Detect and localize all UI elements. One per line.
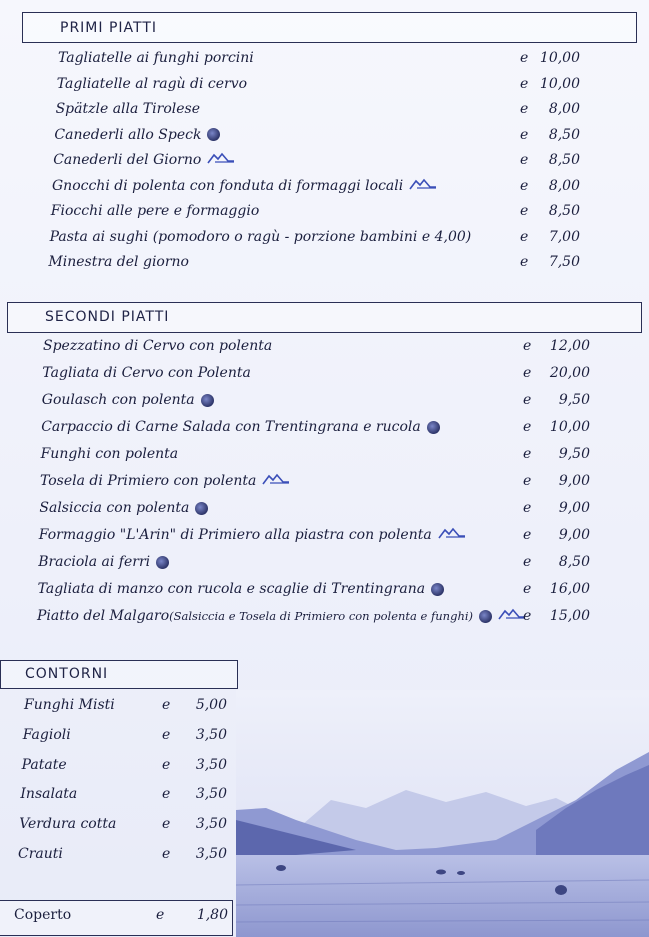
secondi-item-sublabel: (Salsiccia e Tosela di Primiero con polenta e funghi) xyxy=(169,609,474,623)
primi-item-label: Canederli allo Speck xyxy=(54,127,220,143)
primi-item-label: Gnocchi di polenta con fonduta di formaggi locali xyxy=(52,178,437,194)
mountain-icon xyxy=(262,473,290,489)
primi-item-currency: e xyxy=(520,203,529,219)
primi-item-currency: e xyxy=(520,101,529,117)
contorni-item-price: 3,50 xyxy=(195,846,227,862)
primi-item-currency: e xyxy=(520,50,529,66)
contorni-item-price: 3,50 xyxy=(195,726,227,743)
contorni-item-price: 3,50 xyxy=(195,816,227,833)
regional-product-icon xyxy=(195,502,208,515)
primi-item-label: Canederli del Giorno xyxy=(53,152,235,168)
regional-product-icon xyxy=(479,610,492,623)
primi-item-label: Fiocchi alle pere e formaggio xyxy=(50,203,260,219)
secondi-item-label: Tagliata di manzo con rucola e scaglie di Trentingrana xyxy=(38,581,445,597)
secondi-item-currency: e xyxy=(523,527,532,543)
mountain-icon xyxy=(438,527,466,543)
regional-product-icon xyxy=(207,128,220,141)
primi-item-price: 8,00 xyxy=(548,101,580,117)
contorni-item-currency: e xyxy=(162,726,171,743)
contorni-item-label: Funghi Misti xyxy=(24,697,115,713)
secondi-item-label: Spezzatino di Cervo con polenta xyxy=(43,338,273,354)
mountain-icon xyxy=(409,178,437,194)
secondi-item-currency: e xyxy=(523,554,532,570)
contorni-item-label: Crauti xyxy=(18,846,63,862)
mountain-icon xyxy=(207,152,235,168)
secondi-item-currency: e xyxy=(523,608,532,624)
primi-item-price: 8,50 xyxy=(548,203,580,219)
primi-item-label: Minestra del giorno xyxy=(48,254,189,270)
primi-item-price: 10,00 xyxy=(539,75,580,92)
secondi-item-currency: e xyxy=(523,500,532,516)
contorni-item-currency: e xyxy=(162,846,171,862)
secondi-item-price: 9,50 xyxy=(558,446,590,462)
contorni-item-currency: e xyxy=(162,756,171,773)
primi-item-label: Spätzle alla Tirolese xyxy=(55,101,200,117)
primi-item-label: Tagliatelle al ragù di cervo xyxy=(56,75,248,92)
secondi-title: SECONDI PIATTI xyxy=(45,309,170,325)
mountain-icon xyxy=(498,608,526,624)
secondi-item-price: 9,00 xyxy=(558,500,590,516)
primi-item-price: 8,50 xyxy=(548,152,580,168)
secondi-item-currency: e xyxy=(523,392,532,408)
secondi-item-currency: e xyxy=(523,446,532,462)
contorni-title: CONTORNI xyxy=(25,666,109,682)
secondi-item-price: 15,00 xyxy=(549,608,590,624)
primi-title: PRIMI PIATTI xyxy=(60,20,158,36)
secondi-item-price: 12,00 xyxy=(549,338,590,354)
alpine-landscape-image xyxy=(236,690,649,937)
secondi-item-price: 8,50 xyxy=(558,554,590,570)
landscape-svg xyxy=(236,690,649,937)
primi-item-label: Pasta ai sughi (pomodoro o ragù - porzione bambini e 4,00) xyxy=(49,228,472,245)
secondi-item-price: 9,00 xyxy=(558,527,590,543)
secondi-item-label: Funghi con polenta xyxy=(40,446,179,462)
secondi-item-price: 10,00 xyxy=(549,419,590,435)
secondi-item-label: Tosela di Primiero con polenta xyxy=(40,473,290,489)
secondi-item-label: Piatto del Malgaro(Salsiccia e Tosela di Primiero con polenta e funghi) xyxy=(37,608,526,624)
coperto-label: Coperto xyxy=(14,907,72,923)
contorni-item-currency: e xyxy=(162,816,171,833)
regional-product-icon xyxy=(427,421,440,434)
secondi-item-currency: e xyxy=(523,473,532,489)
secondi-item-price: 20,00 xyxy=(549,365,590,381)
secondi-item-label: Goulasch con polenta xyxy=(42,392,214,408)
secondi-item-price: 9,00 xyxy=(558,473,590,489)
secondi-item-label: Tagliata di Cervo con Polenta xyxy=(42,365,251,381)
primi-item-price: 7,50 xyxy=(548,254,580,270)
regional-product-icon xyxy=(201,394,214,407)
primi-item-currency: e xyxy=(520,254,529,270)
primi-item-currency: e xyxy=(520,228,529,245)
primi-item-currency: e xyxy=(520,126,529,143)
secondi-item-currency: e xyxy=(523,419,532,435)
secondi-item-currency: e xyxy=(523,581,532,597)
secondi-item-label: Carpaccio di Carne Salada con Trentingrana e rucola xyxy=(41,419,440,435)
primi-item-price: 10,00 xyxy=(539,50,580,66)
regional-product-icon xyxy=(156,556,169,569)
primi-item-price: 8,50 xyxy=(548,126,580,143)
regional-product-icon xyxy=(431,583,444,596)
contorni-item-currency: e xyxy=(162,697,171,713)
secondi-item-currency: e xyxy=(523,365,532,381)
contorni-item-label: Fagioli xyxy=(22,726,71,743)
coperto-price: 1,80 xyxy=(196,907,228,923)
secondi-item-label: Formaggio "L'Arin" di Primiero alla piastra con polenta xyxy=(39,527,466,543)
contorni-item-price: 3,50 xyxy=(195,756,227,773)
primi-item-currency: e xyxy=(520,152,529,168)
contorni-item-label: Verdura cotta xyxy=(19,816,117,833)
secondi-item-price: 16,00 xyxy=(549,581,590,597)
secondi-item-label: Braciola ai ferri xyxy=(38,554,169,570)
secondi-item-currency: e xyxy=(523,338,532,354)
contorni-item-price: 5,00 xyxy=(195,697,227,713)
contorni-item-label: Patate xyxy=(21,756,67,773)
primi-item-price: 8,00 xyxy=(548,177,580,194)
primi-item-label: Tagliatelle ai funghi porcini xyxy=(58,50,254,66)
secondi-item-price: 9,50 xyxy=(558,392,590,408)
coperto-currency: e xyxy=(156,907,165,923)
primi-item-currency: e xyxy=(520,177,529,194)
contorni-item-label: Insalata xyxy=(20,786,78,803)
primi-item-currency: e xyxy=(520,75,529,92)
contorni-item-price: 3,50 xyxy=(195,786,227,803)
secondi-item-label: Salsiccia con polenta xyxy=(39,500,208,516)
contorni-item-currency: e xyxy=(162,786,171,803)
primi-item-price: 7,00 xyxy=(548,228,580,245)
